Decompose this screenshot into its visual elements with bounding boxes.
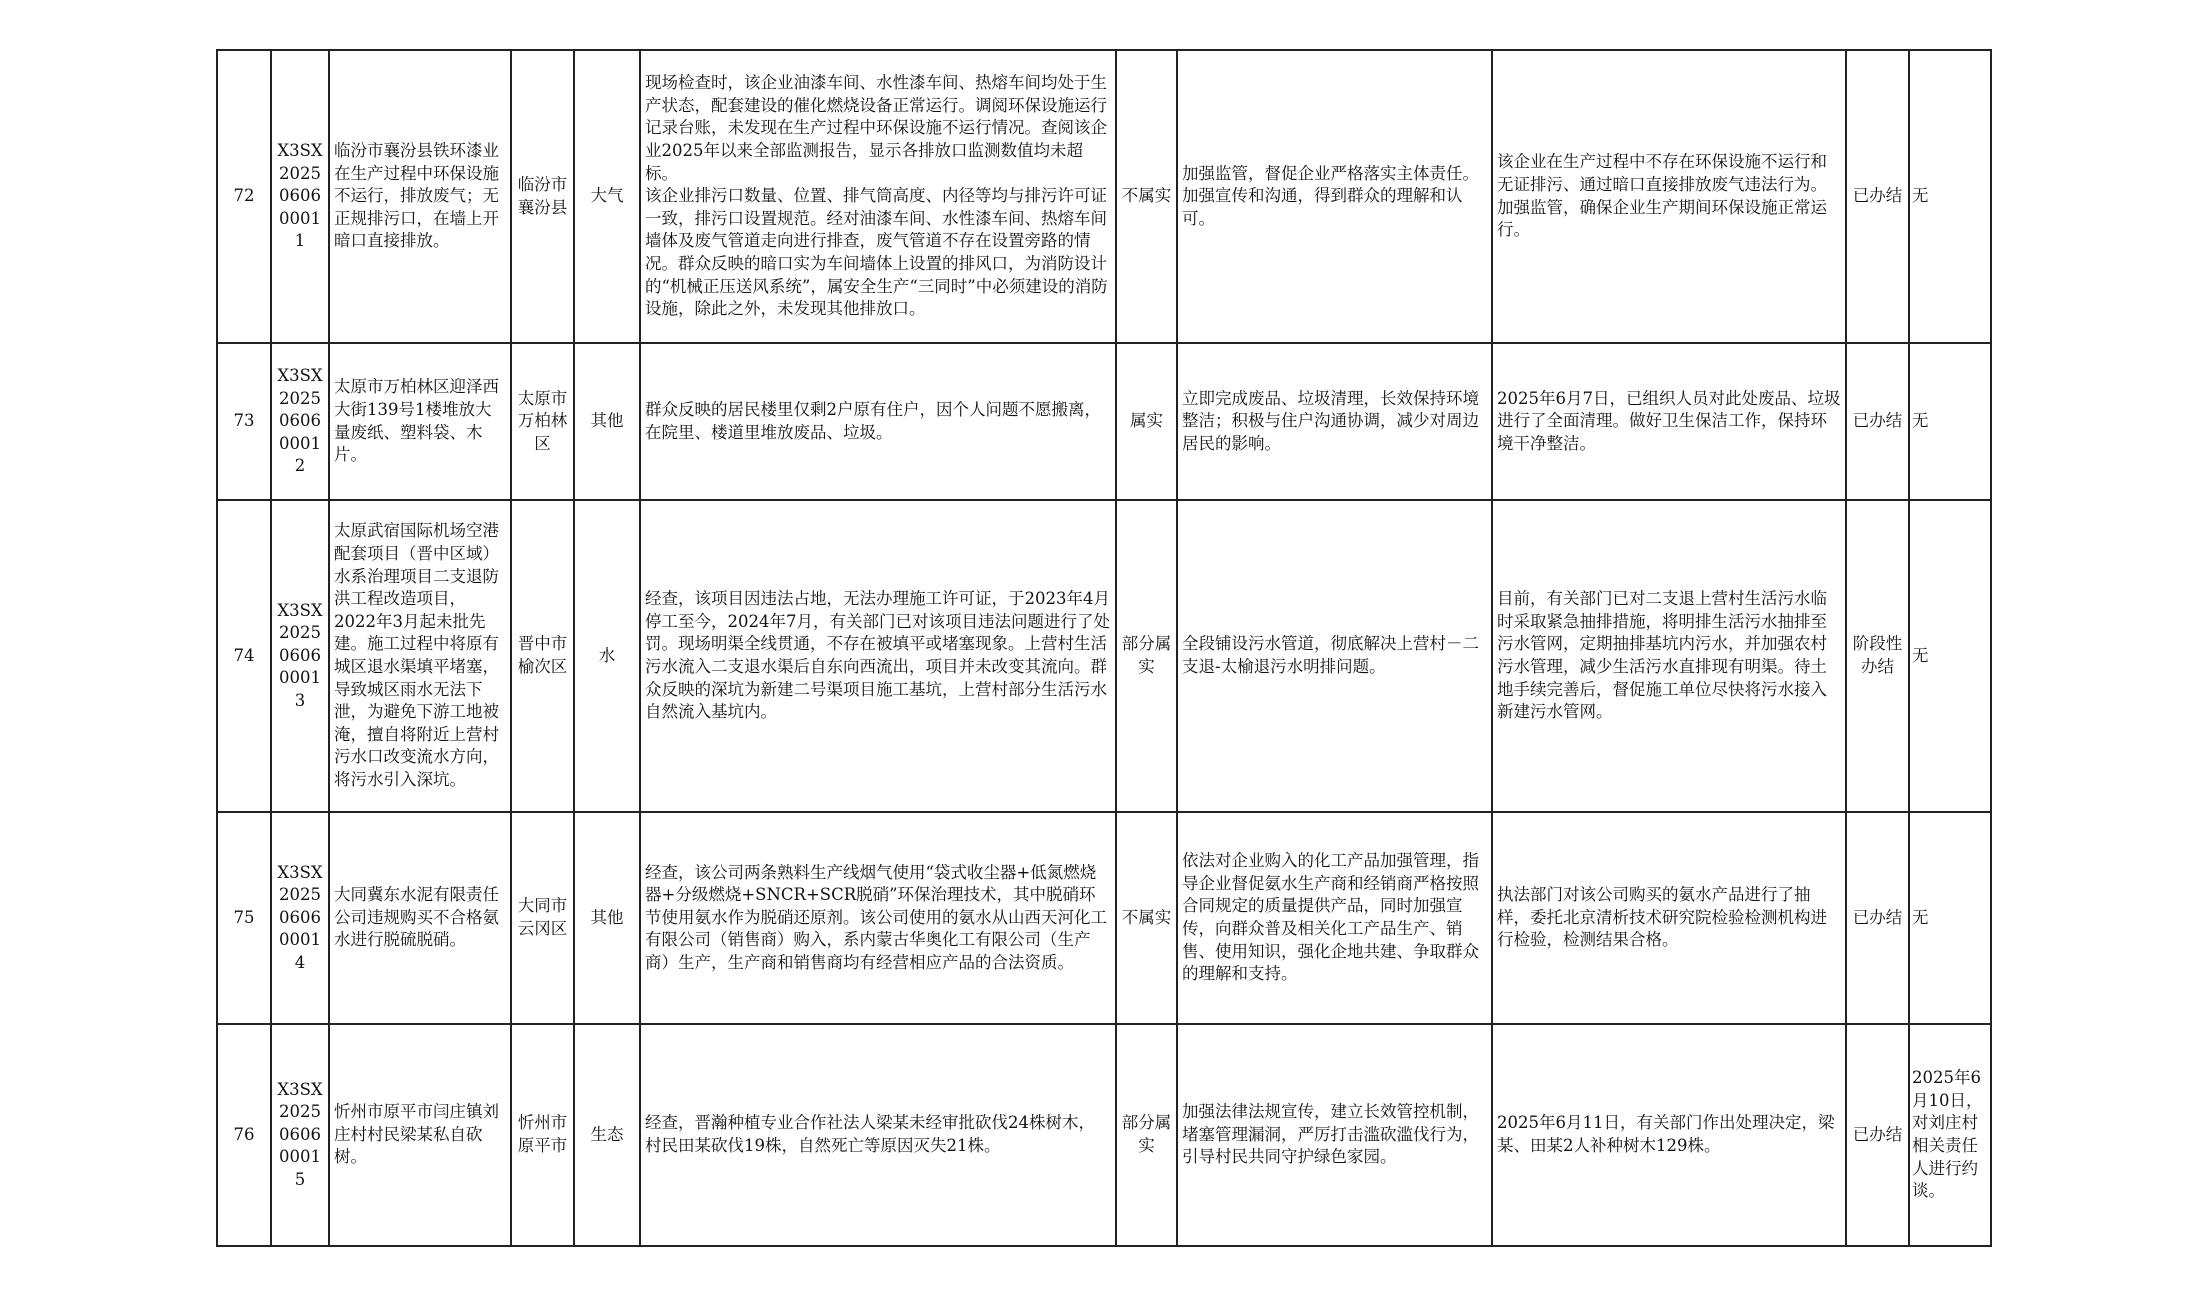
row-investigation: 经查，该公司两条熟料生产线烟气使用“袋式收尘器+低氮燃烧器+分级燃烧+SNCR+SCR脱硝”环保治理技术，其中脱硝环节使用氨水作为脱硝还原剂。该公司使用的氨水从山西天河化工有限公司（销售商）购入，系内蒙古华奥化工有限公司（生产商）生产，生产商和销售商均有经营相应产品的合法资质。 <box>640 812 1116 1024</box>
row-measures: 加强法律法规宣传，建立长效管控机制，堵塞管理漏洞，严厉打击滥砍滥伐行为，引导村民共同守护绿色家园。 <box>1177 1024 1492 1246</box>
row-pollution-type: 大气 <box>574 50 640 343</box>
row-seq: 74 <box>217 500 271 812</box>
row-status: 已办结 <box>1846 812 1909 1024</box>
row-region: 太原市万柏林区 <box>511 343 574 500</box>
row-pollution-type: 其他 <box>574 812 640 1024</box>
row-accountability: 无 <box>1909 812 1991 1024</box>
row-verdict: 部分属实 <box>1116 500 1177 812</box>
row-status: 已办结 <box>1846 50 1909 343</box>
row-result: 目前，有关部门已对二支退上营村生活污水临时采取紧急抽排措施，将明排生活污水抽排至污水管网，定期抽排基坑内污水，并加强农村污水管理，减少生活污水直排现有明渠。待土地手续完善后，督促施工单位尽快将污水接入新建污水管网。 <box>1492 500 1846 812</box>
row-complaint: 大同冀东水泥有限责任公司违规购买不合格氨水进行脱硫脱硝。 <box>329 812 511 1024</box>
row-result: 执法部门对该公司购买的氨水产品进行了抽样，委托北京清析技术研究院检验检测机构进行检验，检测结果合格。 <box>1492 812 1846 1024</box>
row-code: X3SX2025060600011 <box>271 50 329 343</box>
row-result: 2025年6月11日，有关部门作出处理决定，梁某、田某2人补种树木129株。 <box>1492 1024 1846 1246</box>
row-region: 临汾市襄汾县 <box>511 50 574 343</box>
row-seq: 76 <box>217 1024 271 1246</box>
row-complaint: 临汾市襄汾县铁环漆业在生产过程中环保设施不运行，排放废气；无正规排污口，在墙上开暗口直接排放。 <box>329 50 511 343</box>
row-investigation: 现场检查时，该企业油漆车间、水性漆车间、热熔车间均处于生产状态，配套建设的催化燃烧设备正常运行。调阅环保设施运行记录台账，未发现在生产过程中环保设施不运行情况。查阅该企业2025年以来全部监测报告，显示各排放口监测数值均未超标。 该企业排污口数量、位置、排气筒高度、内径等均与排污许可证一致，排污口设置规范。经对油漆车间、水性漆车间、热熔车间墙体及废气管道走向进行排查，废气管道不存在设置旁路的情况。群众反映的暗口实为车间墙体上设置的排风口，为消防设计的“机械正压送风系统”，属安全生产“三同时”中必须建设的消防设施，除此之外，未发现其他排放口。 <box>640 50 1116 343</box>
row-status: 阶段性办结 <box>1846 500 1909 812</box>
row-accountability: 无 <box>1909 343 1991 500</box>
complaint-table <box>216 49 1992 1247</box>
row-investigation: 群众反映的居民楼里仅剩2户原有住户，因个人问题不愿搬离，在院里、楼道里堆放废品、垃圾。 <box>640 343 1116 500</box>
row-status: 已办结 <box>1846 1024 1909 1246</box>
row-verdict: 不属实 <box>1116 50 1177 343</box>
row-code: X3SX2025060600012 <box>271 343 329 500</box>
row-accountability: 无 <box>1909 500 1991 812</box>
row-verdict: 属实 <box>1116 343 1177 500</box>
row-measures: 加强监管，督促企业严格落实主体责任。加强宣传和沟通，得到群众的理解和认可。 <box>1177 50 1492 343</box>
table-row <box>217 343 1991 500</box>
row-complaint: 太原武宿国际机场空港配套项目（晋中区域）水系治理项目二支退防洪工程改造项目，2022年3月起未批先建。施工过程中将原有城区退水渠填平堵塞，导致城区雨水无法下泄，为避免下游工地被淹，擅自将附近上营村污水口改变流水方向，将污水引入深坑。 <box>329 500 511 812</box>
row-region: 忻州市原平市 <box>511 1024 574 1246</box>
row-complaint: 太原市万柏林区迎泽西大街139号1楼堆放大量废纸、塑料袋、木片。 <box>329 343 511 500</box>
row-seq: 75 <box>217 812 271 1024</box>
table-row <box>217 50 1991 343</box>
row-code: X3SX2025060600013 <box>271 500 329 812</box>
row-verdict: 不属实 <box>1116 812 1177 1024</box>
row-accountability: 2025年6月10日，对刘庄村相关责任人进行约谈。 <box>1909 1024 1991 1246</box>
row-seq: 73 <box>217 343 271 500</box>
row-status: 已办结 <box>1846 343 1909 500</box>
row-investigation: 经查，该项目因违法占地，无法办理施工许可证，于2023年4月停工至今，2024年7月，有关部门已对该项目违法问题进行了处罚。现场明渠全线贯通，不存在被填平或堵塞现象。上营村生活污水流入二支退水渠后自东向西流出，项目并未改变其流向。群众反映的深坑为新建二号渠项目施工基坑，上营村部分生活污水自然流入基坑内。 <box>640 500 1116 812</box>
row-measures: 立即完成废品、垃圾清理，长效保持环境整洁；积极与住户沟通协调，减少对周边居民的影响。 <box>1177 343 1492 500</box>
row-region: 大同市云冈区 <box>511 812 574 1024</box>
table-row <box>217 1024 1991 1246</box>
row-result: 2025年6月7日，已组织人员对此处废品、垃圾进行了全面清理。做好卫生保洁工作，保持环境干净整洁。 <box>1492 343 1846 500</box>
row-verdict: 部分属实 <box>1116 1024 1177 1246</box>
table-row <box>217 812 1991 1024</box>
row-complaint: 忻州市原平市闫庄镇刘庄村村民梁某私自砍 树。 <box>329 1024 511 1246</box>
row-code: X3SX2025060600015 <box>271 1024 329 1246</box>
table-row <box>217 500 1991 812</box>
row-seq: 72 <box>217 50 271 343</box>
row-investigation: 经查，晋瀚种植专业合作社法人梁某未经审批砍伐24株树木，村民田某砍伐19株，自然死亡等原因灭失21株。 <box>640 1024 1116 1246</box>
row-pollution-type: 水 <box>574 500 640 812</box>
row-code: X3SX2025060600014 <box>271 812 329 1024</box>
row-pollution-type: 其他 <box>574 343 640 500</box>
row-pollution-type: 生态 <box>574 1024 640 1246</box>
row-accountability: 无 <box>1909 50 1991 343</box>
row-measures: 依法对企业购入的化工产品加强管理，指导企业督促氨水生产商和经销商严格按照合同规定的质量提供产品，同时加强宣传，向群众普及相关化工产品生产、销售、使用知识，强化企地共建、争取群众的理解和支持。 <box>1177 812 1492 1024</box>
row-result: 该企业在生产过程中不存在环保设施不运行和无证排污、通过暗口直接排放废气违法行为。加强监管，确保企业生产期间环保设施正常运行。 <box>1492 50 1846 343</box>
row-measures: 全段铺设污水管道，彻底解决上营村－二支退-太榆退污水明排问题。 <box>1177 500 1492 812</box>
row-region: 晋中市榆次区 <box>511 500 574 812</box>
